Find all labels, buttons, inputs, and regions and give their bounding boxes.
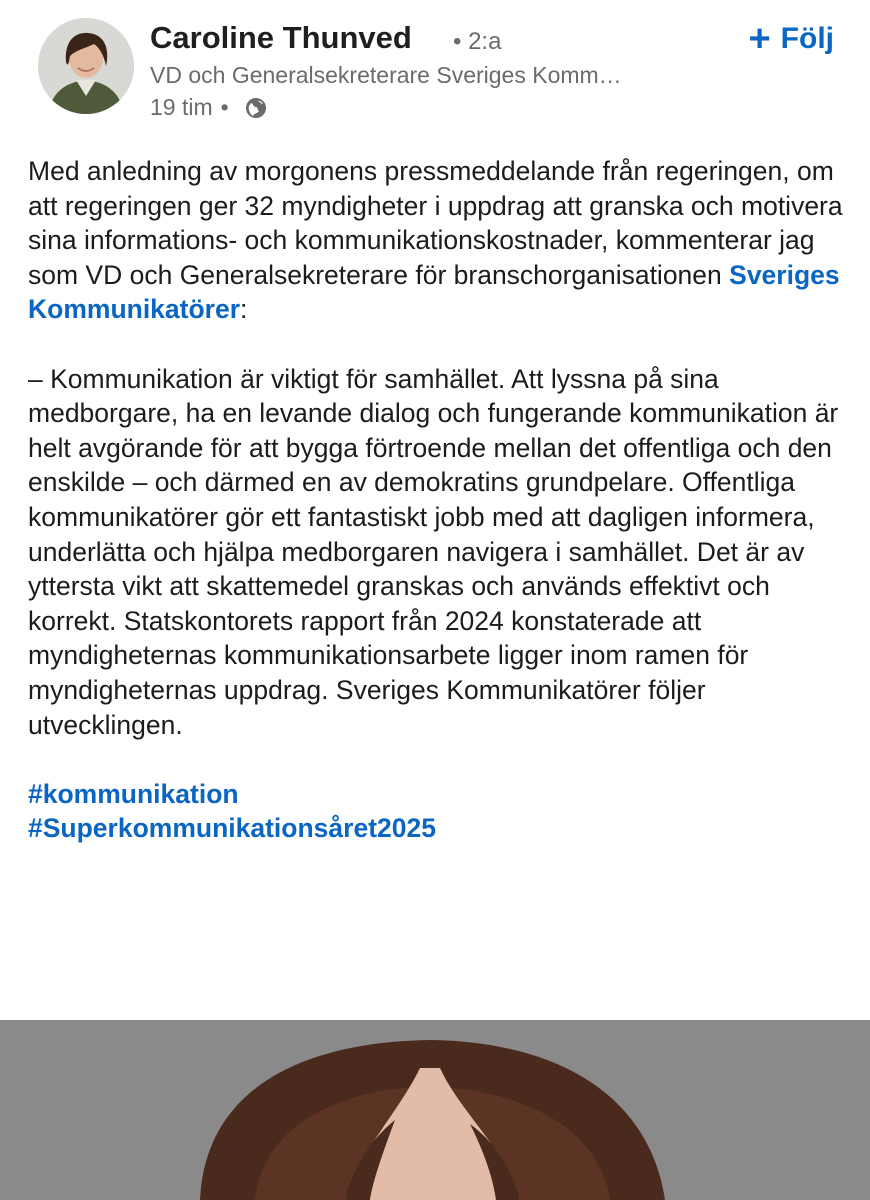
mention-link[interactable]: Sveriges Kommunikatörer — [28, 259, 840, 325]
post-image[interactable] — [0, 1020, 870, 1200]
globe-icon — [245, 97, 267, 119]
follow-label: Följ — [780, 22, 834, 55]
author-name[interactable]: Caroline Thunved — [150, 20, 412, 55]
avatar-photo — [38, 18, 134, 114]
paragraph-1-end: : — [240, 294, 248, 325]
avatar[interactable] — [38, 18, 134, 114]
post-header — [0, 0, 870, 140]
hashtag-link[interactable]: #Superkommunikationsåret2025 — [28, 813, 436, 844]
portrait-photo — [0, 1020, 870, 1200]
meta-separator: • — [220, 94, 229, 120]
hashtag-link[interactable]: #kommunikation — [28, 778, 239, 809]
post-meta — [150, 94, 267, 121]
plus-icon: + — [748, 18, 771, 60]
post-body — [28, 154, 848, 846]
follow-button[interactable] — [748, 18, 834, 60]
connection-degree: • 2:a — [453, 28, 502, 55]
post-paragraph-2: – Kommunikation är viktigt för samhället. Att lyssna på sina medborgare, ha en levande dialog och fungerande kommunikation är helt avgörande för att bygga förtroende mellan det offentliga och den enskilde – och därmed en av demokratins grundpelare. Offentliga kommunikatörer gör ett fantastiskt jobb med att dagligen informera, underlätta och hjälpa medborgaren navigera i samhället. Det är av yttersta vikt att skattemedel granskas och används effektivt och korrekt. Statskontorets rapport från 2024 konstaterade att myndigheternas kommunikationsarbete ligger inom ramen för myndigheternas uppdrag. Sveriges Kommunikatörer följer utvecklingen. — [28, 363, 839, 740]
post-time: 19 tim — [150, 94, 213, 120]
paragraph-gap — [28, 327, 848, 362]
paragraph-1-text: Med anledning av morgonens pressmeddelande från regeringen, om att regeringen ger 32 myndigheter i uppdrag att granska och motivera sina informations- och kommunikationskostnader, kommenterar jag som VD och Generalsekreterare för branschorganisationen — [28, 156, 843, 290]
author-headline: VD och Generalsekreterare Sveriges Komm… — [150, 62, 622, 88]
post-paragraph-1 — [28, 154, 848, 327]
paragraph-gap — [28, 742, 848, 777]
